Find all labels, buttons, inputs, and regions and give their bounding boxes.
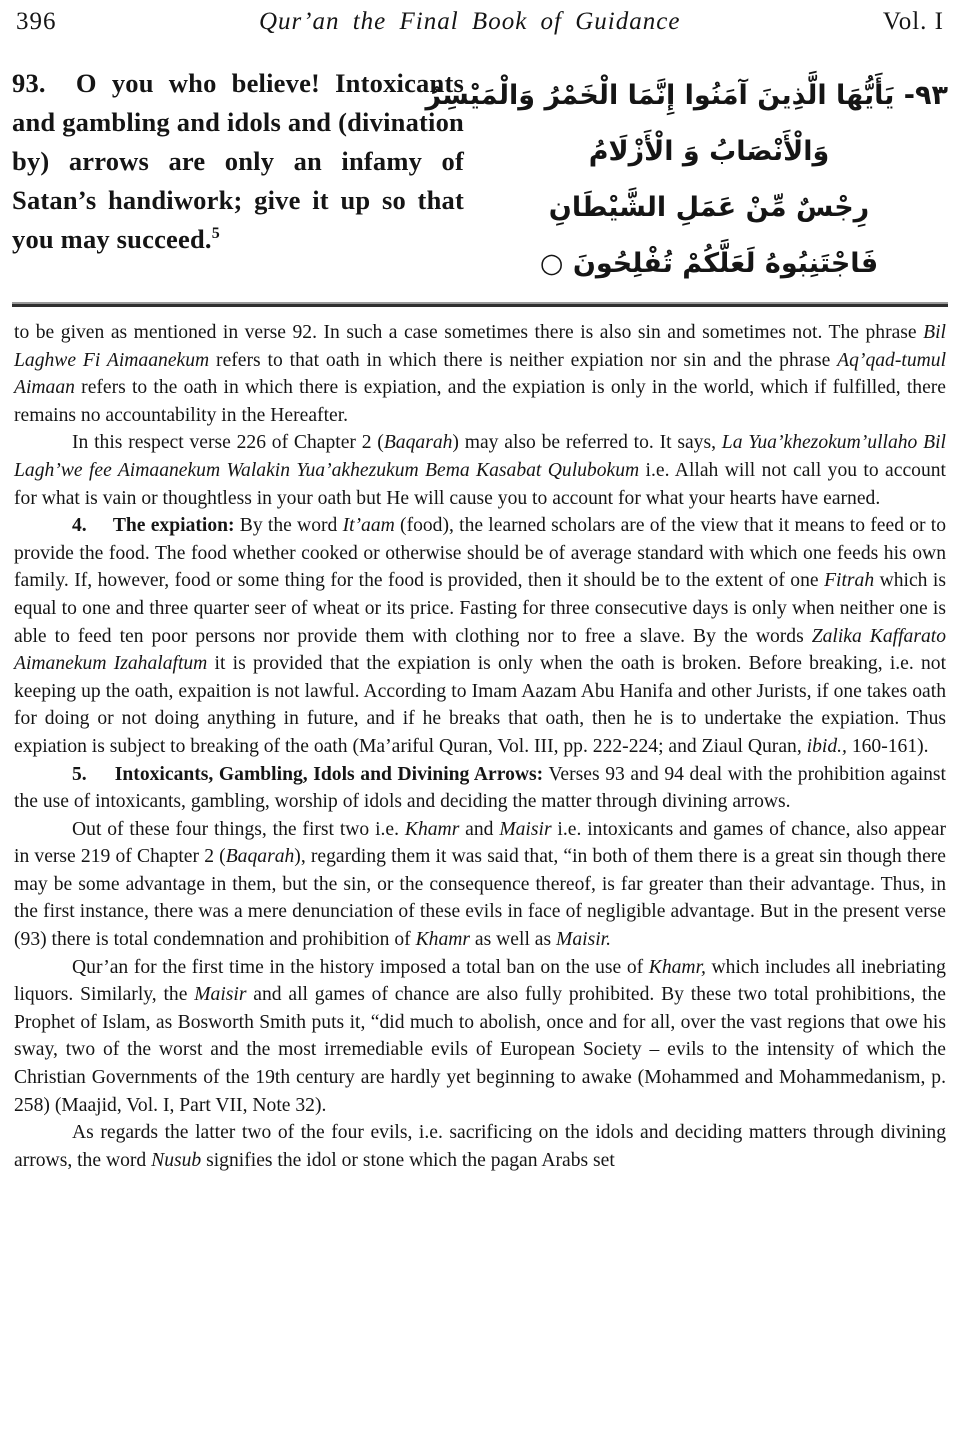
transliteration-term: Khamr [404,818,460,840]
body-text: Out of these four things, the first two i.e. [72,818,405,840]
body-text: i.e. Allah will not call you to account for what is vain or thoughtless in your oath but He will cause you to account for what your hearts have earned. [14,459,946,509]
verse-arabic-calligraphy [425,64,948,292]
section-divider [12,302,948,307]
arabic-line: وَالْأَنْصَابُ وَ الْأَزْلَامُ [588,136,830,167]
transliteration-term: Bil Laghwe Fi Aimaanekum [14,322,946,371]
body-text: ), regarding them it was said that, “in both of them there is a great sin though there may be some advantage in them, but the sin, or the consequence thereof, is far greater than their advantage. Thus, in the first instance, there was a mere denunciation of these evils in face of negligible advantage. But in the present verse (93) there is total condemnation and prohibition of [14,846,947,951]
body-text: refers to that oath in which there is neither expiation nor sin and the phrase [209,349,838,371]
transliteration-term: Baqarah [383,432,453,454]
body-paragraph [14,1119,946,1174]
volume-label: Vol. I [882,8,944,35]
arabic-line: فَاجْتَنِبُوهُ لَعَلَّكُمْ تُفْلِحُونَ ○ [539,248,879,279]
note-heading: 4. The expiation: [72,515,235,537]
body-text: Verses 93 and 94 deal with the prohibition against the use of intoxicants, gambling, worship of idols and deciding the matter through divining arrows. [14,763,946,813]
body-text: signifies the idol or stone which the pagan Arabs set [201,1149,615,1171]
body-text: which includes all inebriating liquors. Similarly, the [14,956,946,1006]
body-paragraph [14,512,946,760]
transliteration-term: Maisir. [556,929,611,951]
body-text: which is equal to one and three quarter seer of wheat or its price. Fasting for three consecutive days is only when neither one is able to feed ten poor persons nor provide them with clothing nor to free a slave. By the words [14,570,947,647]
transliteration-term: It’aam [342,515,395,537]
footnote-reference: 5 [211,225,220,243]
body-text: By the word [234,515,343,537]
body-text: and [459,818,500,840]
note-heading: 5. Intoxicants, Gambling, Idols and Divining Arrows: [72,763,544,785]
body-text: (food), the learned scholars are of the view that it means to feed or to provide the food. The food whether cooked or otherwise should be of average standard with which one feeds his own family. If, however, food or some thing for the food is provided, then it should be to the extent of one [14,515,947,592]
body-paragraph [14,319,946,429]
body-text: refers to the oath in which there is expiation, and the expiation is only in the world, which if fulfilled, there remains no accountability in the Hereafter. [14,377,946,426]
arabic-line: رِجْسٌ مِّنْ عَمَلِ الشَّيْطَانِ [548,192,870,223]
page-header [12,6,948,36]
transliteration-term: Aq’qad-tumul Aimaan [14,349,947,399]
transliteration-term: La Yua’khezokum’ullaho Bil Lagh’we fee Aimaanekum Walakin Yua’akhezukum Bema Kasabat Qulubokum [14,432,946,481]
body-text: and all games of chance are also fully prohibited. By these two total prohibitions, the Prophet of Islam, as Bosworth Smith puts it, “did much to abolish, once and for all, over the vast regions that owe his sway, two of the worst and the most irremediable evils of European Society – evils to the intensity of which the Christian Governments of the 19th century are hardly yet beginning to awake (Mohammed and Mohammedanism, p. 258) (Maajid, Vol. I, Part VII, Note 32). [14,984,946,1116]
verse-translation-text: 93. O you who believe! Intoxicants and gambling and idols and (divination by) arrows are only an infamy of Satan’s handiwork; give it up so that you may succeed. [12,68,464,254]
transliteration-term: Khamr [415,929,471,951]
body-text: it is provided that the expiation is only when the oath is broken. Before breaking, i.e. not keeping up the oath, expaition is not lawful. According to Imam Aazam Abu Hanifa and other Jurists, if one takes oath for doing or not doing anything in future, and if he breaks that oath, then he is to undertake the expiation. Thus expiation is subject to breaking of the oath (Ma’ariful Quran, Vol. III, pp. 222-224; and Ziaul Quran, [14,653,947,757]
commentary-body [12,315,948,1174]
page-number: 396 [16,8,57,35]
body-paragraph [14,954,946,1120]
body-text: to be given as mentioned in verse 92. In such a case sometimes there is also sin and sometimes not. The phrase [14,322,924,343]
body-text: In this respect verse 226 of Chapter 2 ( [72,432,384,454]
body-text: ) may also be referred to. It says, [452,432,722,454]
transliteration-term: Nusub [151,1149,202,1171]
arabic-line: ۹۳- يَأَيُّهَا الَّذِينَ آمَنُوا إِنَّمَا الْخَمْرُ وَالْمَيْسِرُ [425,80,948,111]
body-text: As regards the latter two of the four evils, i.e. sacrificing on the idols and deciding matters through divining arrows, the word [14,1122,946,1171]
transliteration-term: Zalika Kaffarato Aimanekum Izahalaftum [14,625,946,675]
transliteration-term: Maisir [194,984,247,1006]
transliteration-term: Khamr, [648,956,706,978]
body-text: Qur’an for the first time in the history imposed a total ban on the use of [72,956,649,978]
transliteration-term: Maisir [499,818,552,840]
body-paragraph [14,816,946,954]
transliteration-term: Baqarah [225,846,295,868]
transliteration-term: ibid., [806,735,847,757]
body-text: as well as [470,929,557,951]
verse-section [12,64,948,292]
body-text: i.e. intoxicants and games of chance, also appear in verse 219 of Chapter 2 ( [14,818,946,868]
body-paragraph [14,429,946,512]
verse-translation [12,64,464,292]
transliteration-term: Fitrah [824,570,875,592]
body-text: 160-161). [846,735,929,757]
running-title: Qur’an the Final Book of Guidance [258,8,681,35]
body-paragraph [14,761,946,816]
